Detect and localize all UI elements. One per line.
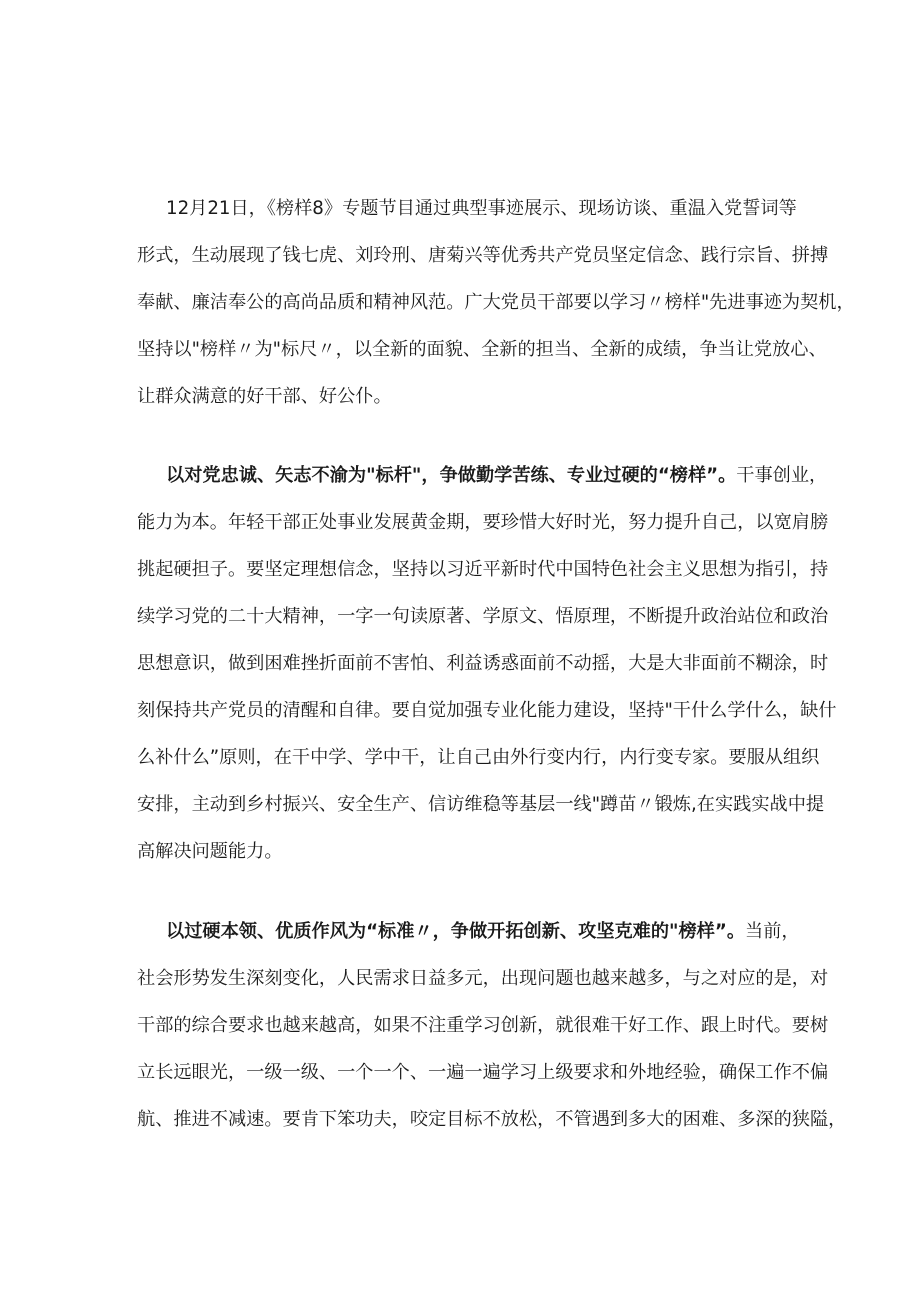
paragraph-line: 高解决问题能力。 — [137, 841, 283, 862]
paragraph-lead-heading: 以过硬本领、优质作风为“标准〃，争做开拓创新、攻坚克难的"榜样”。 — [166, 921, 746, 942]
paragraph-line — [166, 917, 800, 947]
paragraph-line: 12月21日，《榜样8》专题节目通过典型事迹展示、现场访谈、重温入党誓词等 — [166, 198, 797, 219]
paragraph-line: 航、推进不减速。要肯下笨功夫，咬定目标不放松，不管遇到多大的困难、多深的狭隘， — [137, 1109, 847, 1130]
paragraph-line: 挑起硬担子。要坚定理想信念，坚持以习近平新时代中国特色社会主义思想为指引，持 — [137, 559, 829, 580]
paragraph-line: 坚持以"榜样〃为"标尺〃，以全新的面貌、全新的担当、全新的成绩，争当让党放心、 — [137, 339, 827, 360]
paragraph-line: 形式，生动展现了钱七虎、刘玲刑、唐菊兴等优秀共产党员坚定信念、践行宗旨、拼搏 — [137, 245, 829, 266]
paragraph-line: 续学习党的二十大精神，一字一句读原著、学原文、悟原理，不断提升政治站位和政治 — [137, 606, 829, 627]
paragraph-line: 思想意识，做到困难挫折面前不害怕、利益诱惑面前不动摇，大是大非面前不糊涂，时 — [137, 653, 829, 674]
paragraph-line: 社会形势发生深刻变化，人民需求日益多元，出现问题也越来越多，与之对应的是，对 — [137, 968, 829, 989]
paragraph-line-text: 干事创业， — [736, 465, 828, 486]
paragraph-line-text: 当前， — [745, 921, 800, 942]
paragraph-line: 刻保持共产党员的清醒和自律。要自觉加强专业化能力建设，坚持"干什么学什么，缺什 — [137, 700, 837, 721]
paragraph-line: 干部的综合要求也越来越高，如果不注重学习创新，就很难干好工作、跟上时代。要树 — [137, 1015, 829, 1036]
paragraph-line: 么补什么”原则，在干中学、学中干，让自己由外行变内行，内行变专家。要服从组织 — [137, 747, 820, 768]
paragraph-line: 立长远眼光，一级一级、一个一个、一遍一遍学习上级要求和外地经验，确保工作不偏 — [137, 1062, 829, 1083]
paragraph-line: 让群众满意的好干部、好公仆。 — [137, 386, 392, 407]
paragraph-line: 能力为本。年轻干部正处事业发展黄金期，要珍惜大好时光，努力提升自己，以宽肩膀 — [137, 512, 829, 533]
paragraph-line — [166, 461, 828, 491]
paragraph-lead-heading: 以对党忠诚、矢志不渝为"标杆"，争做勤学苦练、专业过硬的“榜样”。 — [166, 465, 737, 486]
paragraph-line: 安排，主动到乡村振兴、安全生产、信访维稳等基层一线"蹲苗〃锻炼,在实践实战中提 — [137, 794, 825, 815]
paragraph-line: 奉献、廉洁奉公的高尚品质和精神风范。广大党员干部要以学习〃榜样"先进事迹为契机， — [137, 292, 855, 313]
